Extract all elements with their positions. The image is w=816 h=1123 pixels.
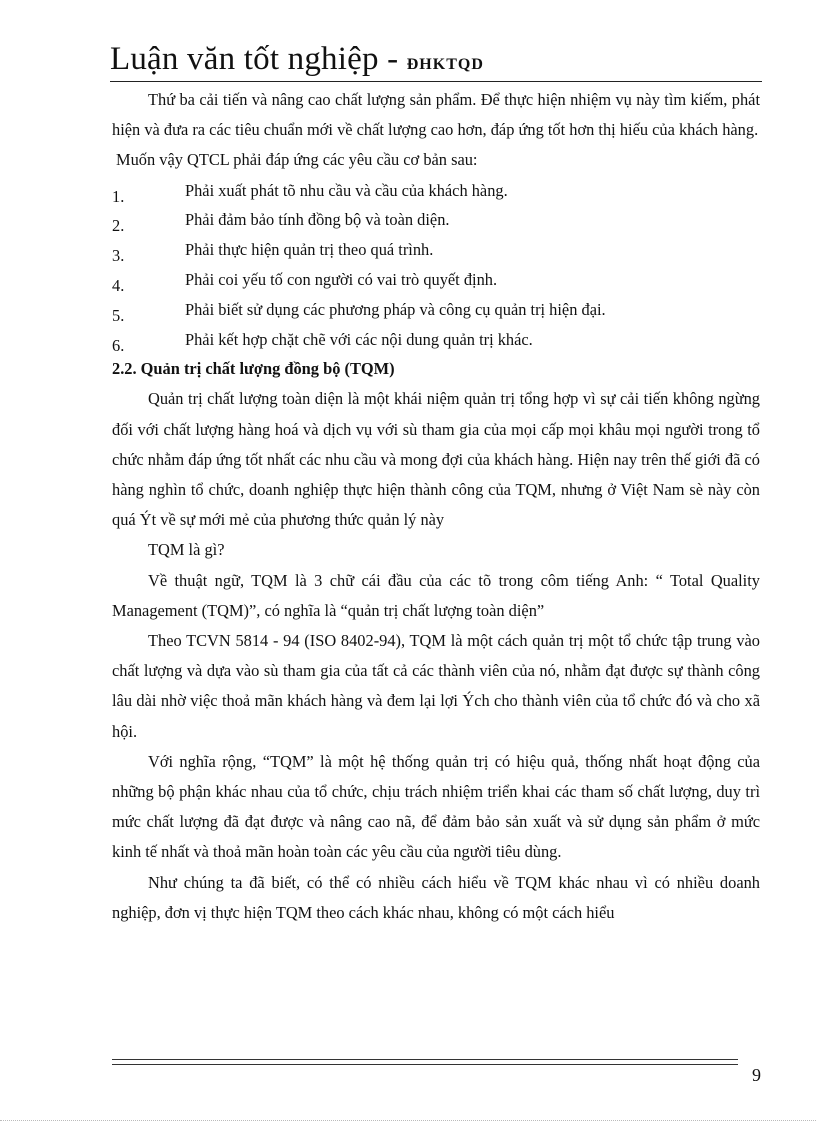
- list-number: 2.: [112, 216, 125, 236]
- list-item: [112, 265, 760, 295]
- header-rule: [110, 81, 762, 82]
- closing-paragraph: Như chúng ta đã biết, có thể có nhiều cách hiểu về TQM khác nhau vì có nhiều doanh nghiệp, đơn vị thực hiện TQM theo cách khác nhau, không có một cách hiểu: [112, 872, 760, 922]
- list-text: Phải kết hợp chặt chẽ với các nội dung quản trị khác.: [185, 329, 533, 349]
- terminology-paragraph: Về thuật ngữ, TQM là 3 chữ cái đầu của các tõ trong côm tiếng Anh: “ Total Quality Management (TQM)”, có nghĩa là “quản trị chất lượng toàn diện”: [112, 570, 760, 620]
- list-number: 4.: [112, 276, 125, 295]
- list-item: [112, 176, 760, 206]
- header-title: Luận văn tốt nghiệp: [110, 41, 379, 77]
- tqm-question: TQM là gì?: [148, 540, 225, 560]
- page-body: [112, 85, 760, 928]
- page-number: 9: [752, 1065, 761, 1085]
- intro-paragraph: Thứ ba cải tiến và nâng cao chất lượng sản phẩm. Để thực hiện nhiệm vụ này tìm kiếm, phát hiện và đưa ra các tiêu chuẩn mới về chất lượng cao hơn, đáp ứng tốt hơn thị hiếu của khách hàng.: [112, 90, 760, 140]
- list-text: Phải xuất phát tõ nhu cầu và cầu của khách hàng.: [185, 180, 508, 200]
- list-item: [112, 295, 760, 325]
- header-separator: -: [378, 41, 407, 77]
- page-bottom-border: [0, 1120, 816, 1121]
- list-text: Phải thực hiện quản trị theo quá trình.: [185, 240, 434, 260]
- footer-rule: [112, 1059, 738, 1060]
- broad-meaning-paragraph: Với nghĩa rộng, “TQM” là một hệ thống quản trị có hiệu quả, thống nhất hoạt động của những bộ phận khác nhau của tổ chức, chịu trách nhiệm triển khai các tham số chất lượng, duy trì mức chất lượng đã đạt được và nâng cao nã, để đảm bảo sản xuất và sử dụng sản phẩm ở mức kinh tế nhất và thoả mãn hoàn toàn các yêu cầu của người tiêu dùng.: [112, 751, 760, 862]
- list-item: [112, 235, 760, 265]
- header-subtitle: ĐHKTQD: [406, 56, 484, 73]
- list-number: 3.: [112, 246, 125, 266]
- list-number: 5.: [112, 305, 125, 325]
- requirements-lead: Muốn vậy QTCL phải đáp ứng các yêu cầu cơ bản sau:: [116, 150, 478, 170]
- footer-rule-secondary: [112, 1064, 738, 1065]
- list-item: [112, 205, 760, 235]
- list-number: 1.: [112, 186, 125, 206]
- tcvn-paragraph: Theo TCVN 5814 - 94 (ISO 8402-94), TQM là một cách quản trị một tổ chức tập trung vào chất lượng và dựa vào sù tham gia của tất cả các thành viên của nó, nhằm đạt được sự thành công lâu dài nhờ việc thoả mãn khách hàng và đem lại lợi Ých cho thành viên của tổ chức đó và cho xã hội.: [112, 631, 760, 741]
- page-header: [110, 38, 760, 80]
- list-text: Phải đảm bảo tính đồng bộ và toàn diện.: [185, 210, 450, 230]
- list-text: Phải coi yếu tố con người có vai trò quyết định.: [185, 270, 498, 289]
- list-number: 6.: [112, 335, 125, 355]
- tqm-definition-paragraph: Quản trị chất lượng toàn diện là một khái niệm quản trị tổng hợp vì sự cải tiến không ngừng đối với chất lượng hàng hoá và dịch vụ với sù tham gia của mọi cấp mọi khâu mọi người trong tổ chức nhằm đáp ứng tốt nhất các nhu cầu và mong đợi của khách hàng. Hiện nay trên thế giới đã có hàng nghìn tổ chức, doanh nghiệp thực hiện thành công của TQM, nhưng ở Việt Nam sè này còn quá Ýt về sự mới mẻ của phương thức quản lý này: [112, 389, 760, 530]
- list-item: [112, 325, 760, 355]
- section-heading: 2.2. Quản trị chất lượng đồng bộ (TQM): [112, 359, 395, 379]
- list-text: Phải biết sử dụng các phương pháp và công cụ quản trị hiện đại.: [185, 299, 606, 319]
- requirements-list: [112, 176, 760, 355]
